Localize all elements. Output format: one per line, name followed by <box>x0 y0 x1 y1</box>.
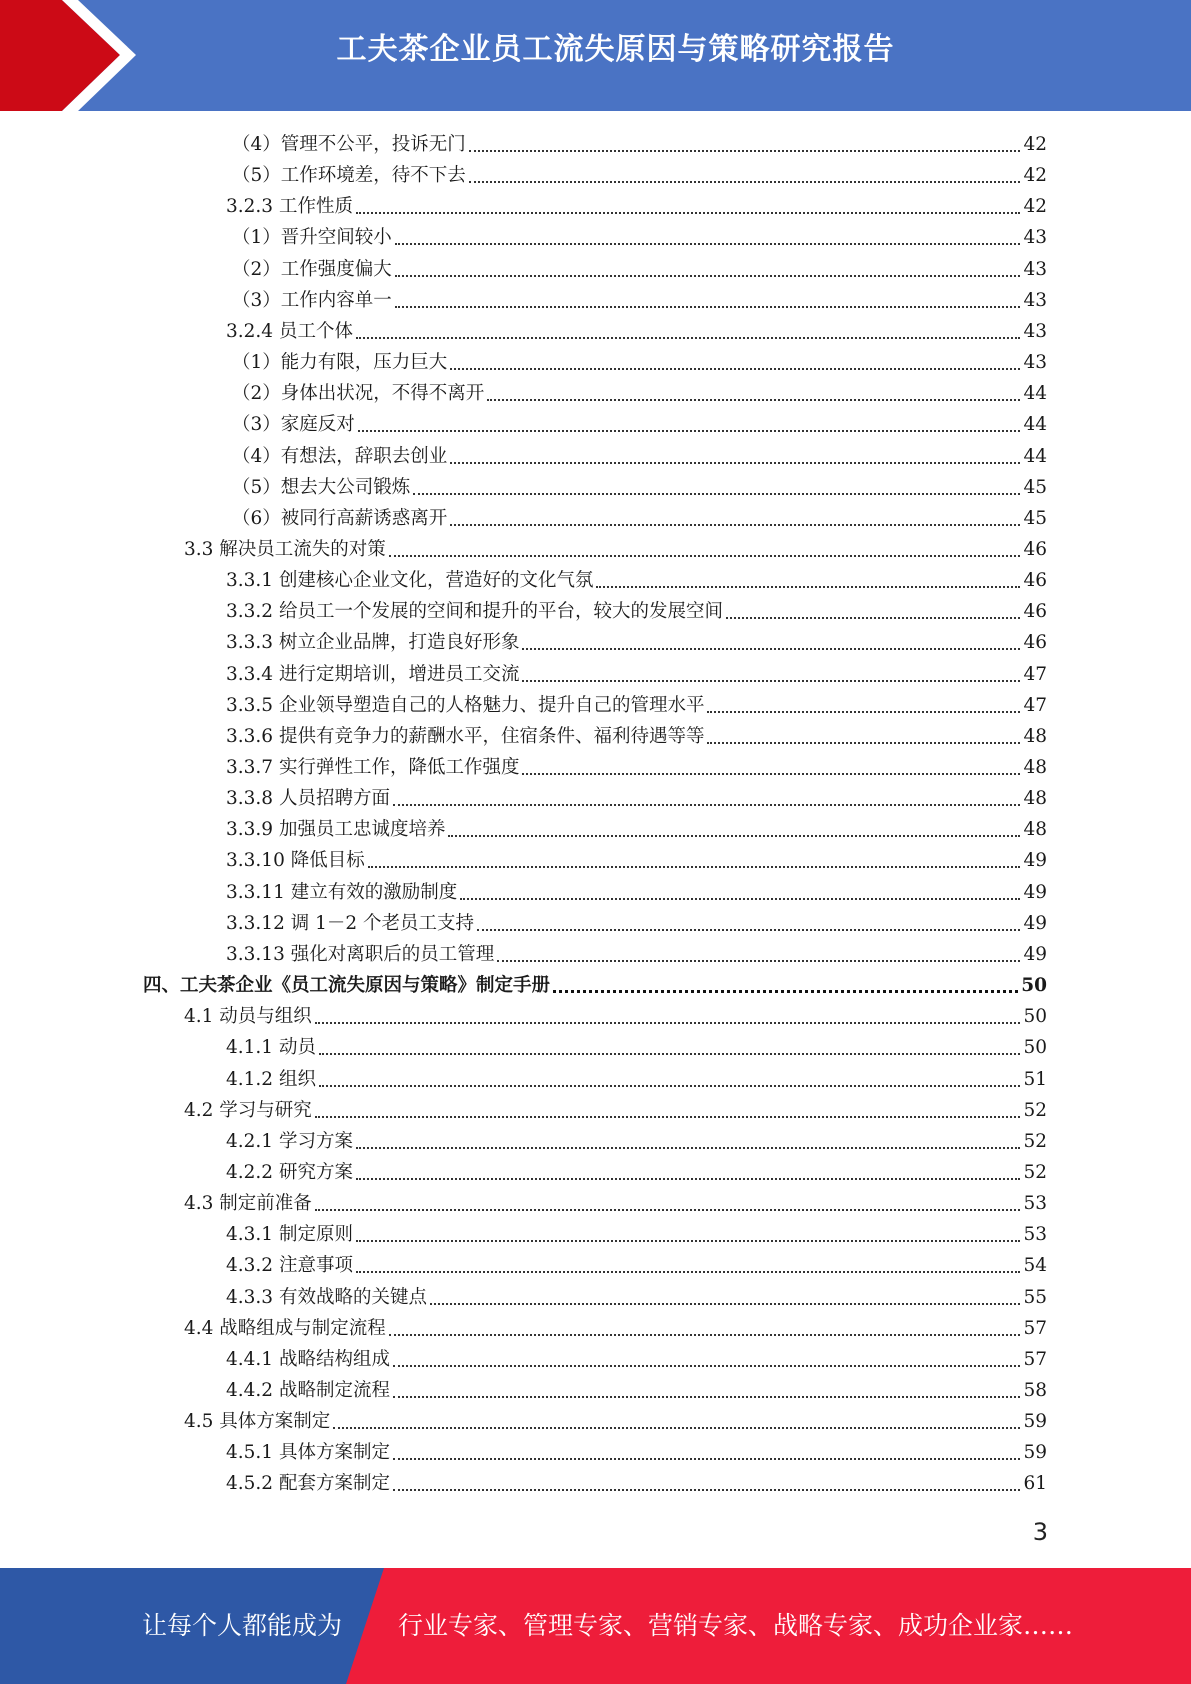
toc-entry-label: 4.3.1 制定原则 <box>226 1224 353 1246</box>
toc-entry-label: 4.4.2 战略制定流程 <box>226 1380 390 1401</box>
toc-entry-label: 4.1.1 动员 <box>226 1037 316 1059</box>
toc-leader-dots <box>333 1427 1020 1429</box>
toc-entry[interactable] <box>232 221 1047 251</box>
toc-entry[interactable] <box>226 844 1047 874</box>
toc-entry-page: 57 <box>1023 1317 1047 1339</box>
toc-entry-page: 49 <box>1023 943 1047 965</box>
toc-leader-dots <box>522 773 1020 775</box>
toc-leader-dots <box>315 1209 1021 1211</box>
toc-entry-page: 47 <box>1023 694 1047 716</box>
toc-entry-label: 4.2 学习与研究 <box>184 1099 312 1121</box>
toc-entry[interactable] <box>226 876 1047 906</box>
toc-entry[interactable] <box>226 1031 1047 1061</box>
toc-leader-dots <box>315 1022 1021 1024</box>
toc-entry[interactable] <box>226 1467 1047 1497</box>
toc-entry-page: 61 <box>1023 1473 1047 1495</box>
toc-entry[interactable] <box>232 408 1047 438</box>
toc-entry[interactable] <box>184 533 1047 563</box>
toc-leader-dots <box>469 181 1021 183</box>
toc-entry-page: 55 <box>1023 1286 1047 1308</box>
toc-leader-dots <box>522 680 1020 682</box>
toc-leader-dots <box>356 1271 1021 1273</box>
toc-entry[interactable] <box>184 1187 1047 1217</box>
toc-entry-page: 52 <box>1023 1161 1047 1183</box>
toc-entry-page: 51 <box>1023 1068 1047 1090</box>
toc-leader-dots <box>393 1489 1020 1491</box>
toc-entry-page: 43 <box>1023 289 1047 311</box>
toc-entry-page: 46 <box>1023 538 1047 560</box>
toc-entry-label: 4.2.1 学习方案 <box>226 1130 353 1152</box>
toc-entry-page: 42 <box>1023 165 1047 187</box>
toc-entry[interactable] <box>232 440 1047 470</box>
toc-leader-dots <box>358 430 1021 432</box>
toc-entry-label: 4.1.2 组织 <box>226 1068 316 1090</box>
toc-leader-dots <box>477 929 1020 931</box>
toc-entry-page: 53 <box>1023 1193 1047 1215</box>
toc-entry-page: 46 <box>1023 632 1047 654</box>
header-banner <box>0 0 1191 111</box>
toc-entry[interactable] <box>232 128 1047 158</box>
toc-entry[interactable] <box>226 190 1047 220</box>
toc-entry-page: 50 <box>1023 1037 1047 1059</box>
toc-entry[interactable] <box>232 346 1047 376</box>
toc-entry[interactable] <box>226 1063 1047 1093</box>
toc-entry-page: 49 <box>1023 850 1047 872</box>
toc-entry-page: 48 <box>1023 819 1047 841</box>
toc-leader-dots <box>553 990 1018 993</box>
toc-entry-label: 3.3.4 进行定期培训，增进员工交流 <box>226 663 520 685</box>
toc-entry-page: 59 <box>1023 1411 1047 1433</box>
toc-entry[interactable] <box>232 471 1047 501</box>
toc-leader-dots <box>356 1147 1021 1149</box>
footer-slogan: 让每个人都能成为 <box>142 1611 343 1640</box>
footer-roles: 行业专家、管理专家、营销专家、战略专家、成功企业家…… <box>398 1611 1074 1640</box>
toc-entry-page: 49 <box>1023 912 1047 934</box>
toc-entry-label: （3）家庭反对 <box>232 414 355 436</box>
toc-entry-label: 3.2.3 工作性质 <box>226 196 353 218</box>
toc-leader-dots <box>356 1178 1021 1180</box>
toc-entry-label: （3）工作内容单一 <box>232 289 392 311</box>
toc-entry-label: （5）工作环境差，待不下去 <box>232 165 466 187</box>
toc-entry-label: （5）想去大公司锻炼 <box>232 476 411 498</box>
toc-leader-dots <box>469 150 1021 152</box>
toc-leader-dots <box>487 399 1020 401</box>
toc-entry[interactable] <box>184 1000 1047 1030</box>
toc-entry[interactable] <box>226 595 1047 625</box>
toc-entry-page: 47 <box>1023 663 1047 685</box>
toc-entry-page: 44 <box>1023 445 1047 467</box>
toc-entry-label: 3.3.11 建立有效的激励制度 <box>226 881 458 903</box>
toc-entry-label: （2）工作强度偏大 <box>232 258 392 280</box>
toc-entry-page: 46 <box>1023 570 1047 592</box>
toc-leader-dots <box>393 1396 1020 1398</box>
toc-entry-label: 3.3.5 企业领导塑造自己的人格魅力、提升自己的管理水平 <box>226 694 705 716</box>
toc-entry-label: 3.3.13 强化对离职后的员工管理 <box>226 943 495 965</box>
toc-entry-label: 3.3.12 调 1－2 个老员工支持 <box>226 912 475 934</box>
toc-leader-dots <box>319 1053 1021 1055</box>
toc-entry[interactable] <box>226 1343 1047 1373</box>
toc-leader-dots <box>460 898 1020 900</box>
toc-entry-label: 3.2.4 员工个体 <box>226 320 353 342</box>
toc-entry[interactable] <box>226 813 1047 843</box>
toc-entry[interactable] <box>232 159 1047 189</box>
toc-entry[interactable] <box>232 253 1047 283</box>
toc-entry-label: 4.3.2 注意事项 <box>226 1255 353 1277</box>
toc-entry-page: 59 <box>1023 1442 1047 1464</box>
toc-entry-label: （4）管理不公平，投诉无门 <box>232 134 466 155</box>
page-number: 3 <box>1032 1518 1048 1546</box>
toc-entry-label: 3.3.6 提供有竞争力的薪酬水平，住宿条件、福利待遇等等 <box>226 725 705 747</box>
toc-entry-page: 44 <box>1023 383 1047 405</box>
toc-leader-dots <box>596 586 1020 588</box>
toc-entry-label: 3.3.9 加强员工忠诚度培养 <box>226 819 446 841</box>
toc-entry-label: 4.3.3 有效战略的关键点 <box>226 1286 427 1308</box>
toc-leader-dots <box>413 493 1020 495</box>
toc-leader-dots <box>707 742 1020 744</box>
toc-leader-dots <box>356 1240 1021 1242</box>
toc-entry-page: 48 <box>1023 757 1047 778</box>
document-title: 工夫茶企业员工流失原因与策略研究报告 <box>336 32 895 67</box>
toc-entry[interactable] <box>226 782 1047 812</box>
toc-entry-page: 48 <box>1023 725 1047 747</box>
toc-entry-label: 3.3.8 人员招聘方面 <box>226 788 390 810</box>
toc-entry-page: 45 <box>1023 476 1047 498</box>
toc-entry-label: 3.3.7 实行弹性工作，降低工作强度 <box>226 757 520 778</box>
toc-entry[interactable] <box>226 1125 1047 1155</box>
toc-entry-label: （6）被同行高薪诱惑离开 <box>232 507 448 529</box>
toc-entry-page: 50 <box>1023 1006 1047 1028</box>
toc-leader-dots <box>315 1116 1021 1118</box>
toc-leader-dots <box>448 835 1020 837</box>
toc-leader-dots <box>368 866 1021 868</box>
toc-entry-page: 50 <box>1021 975 1047 997</box>
toc-entry-page: 43 <box>1023 352 1047 374</box>
toc-entry-label: 3.3.2 给员工一个发展的空间和提升的平台，较大的发展空间 <box>226 601 723 623</box>
toc-entry[interactable] <box>226 626 1047 656</box>
toc-entry-page: 48 <box>1023 788 1047 810</box>
toc-entry[interactable] <box>226 1281 1047 1311</box>
toc-entry-label: 4.5 具体方案制定 <box>184 1411 331 1433</box>
toc-entry-page: 43 <box>1023 320 1047 342</box>
toc-leader-dots <box>450 462 1020 464</box>
toc-entry-label: 4.2.2 研究方案 <box>226 1161 353 1183</box>
toc-entry[interactable] <box>226 1436 1047 1466</box>
toc-leader-dots <box>430 1303 1020 1305</box>
toc-entry-label: 4.1 动员与组织 <box>184 1006 312 1028</box>
toc-entry-label: 4.4 战略组成与制定流程 <box>184 1317 386 1339</box>
toc-entry-page: 54 <box>1023 1255 1047 1277</box>
toc-leader-dots <box>393 1365 1020 1367</box>
toc-entry-label: （4）有想法，辞职去创业 <box>232 445 448 467</box>
toc-leader-dots <box>319 1085 1021 1087</box>
toc-leader-dots <box>356 212 1021 214</box>
toc-entry[interactable] <box>232 502 1047 532</box>
toc-leader-dots <box>393 804 1020 806</box>
toc-entry-page: 43 <box>1023 227 1047 249</box>
toc-leader-dots <box>395 306 1021 308</box>
toc-leader-dots <box>497 960 1020 962</box>
toc-leader-dots <box>707 711 1020 713</box>
toc-entry-page: 43 <box>1023 258 1047 280</box>
toc-entry[interactable] <box>226 751 1047 781</box>
toc-entry-label: 4.4.1 战略结构组成 <box>226 1348 390 1370</box>
toc-entry-label: 3.3 解决员工流失的对策 <box>184 538 386 560</box>
toc-entry-label: （2）身体出状况，不得不离开 <box>232 383 485 405</box>
toc-entry-label: （1）晋升空间较小 <box>232 227 392 249</box>
toc-entry-page: 53 <box>1023 1224 1047 1246</box>
toc-entry[interactable] <box>184 1312 1047 1342</box>
toc-entry-label: （1）能力有限，压力巨大 <box>232 352 448 374</box>
footer-banner <box>0 1568 1191 1684</box>
toc-entry-page: 49 <box>1023 881 1047 903</box>
toc-entry-label: 四、工夫茶企业《员工流失原因与策略》制定手册 <box>143 975 551 997</box>
toc-entry-page: 52 <box>1023 1130 1047 1152</box>
toc-entry-label: 4.5.2 配套方案制定 <box>226 1473 390 1495</box>
toc-entry[interactable] <box>226 564 1047 594</box>
toc-entry-page: 44 <box>1023 414 1047 436</box>
toc-entry[interactable] <box>143 969 1047 999</box>
toc-entry[interactable] <box>226 658 1047 688</box>
toc-leader-dots <box>356 337 1021 339</box>
toc-leader-dots <box>393 1458 1020 1460</box>
toc-entry[interactable] <box>226 1156 1047 1186</box>
toc-entry-page: 42 <box>1023 134 1047 155</box>
toc-entry[interactable] <box>226 907 1047 937</box>
toc-leader-dots <box>450 524 1020 526</box>
toc-entry-page: 45 <box>1023 507 1047 529</box>
toc-entry-page: 46 <box>1023 601 1047 623</box>
toc-leader-dots <box>450 368 1020 370</box>
toc-entry-page: 52 <box>1023 1099 1047 1121</box>
toc-entry[interactable] <box>226 1249 1047 1279</box>
toc-entry-label: 4.5.1 具体方案制定 <box>226 1442 390 1464</box>
toc-entry[interactable] <box>226 1218 1047 1248</box>
toc-leader-dots <box>395 243 1021 245</box>
toc-leader-dots <box>726 617 1020 619</box>
toc-entry-page: 42 <box>1023 196 1047 218</box>
toc-entry-label: 4.3 制定前准备 <box>184 1193 312 1215</box>
toc-entry[interactable] <box>184 1094 1047 1124</box>
toc-leader-dots <box>522 648 1020 650</box>
toc-leader-dots <box>389 1334 1021 1336</box>
toc-entry[interactable] <box>184 1405 1047 1435</box>
toc-entry[interactable] <box>232 377 1047 407</box>
toc-leader-dots <box>395 275 1021 277</box>
toc-entry-label: 3.3.1 创建核心企业文化，营造好的文化气氛 <box>226 570 594 592</box>
toc-entry-page: 57 <box>1023 1348 1047 1370</box>
toc-entry-label: 3.3.10 降低目标 <box>226 850 365 872</box>
toc-entry-page: 58 <box>1023 1380 1047 1401</box>
toc-entry[interactable] <box>226 1374 1047 1404</box>
toc-entry[interactable] <box>226 689 1047 719</box>
toc-entry[interactable] <box>226 720 1047 750</box>
toc-entry[interactable] <box>226 938 1047 968</box>
toc-entry[interactable] <box>226 315 1047 345</box>
toc-entry-label: 3.3.3 树立企业品牌，打造良好形象 <box>226 632 520 654</box>
toc-leader-dots <box>389 555 1021 557</box>
toc-entry[interactable] <box>232 284 1047 314</box>
